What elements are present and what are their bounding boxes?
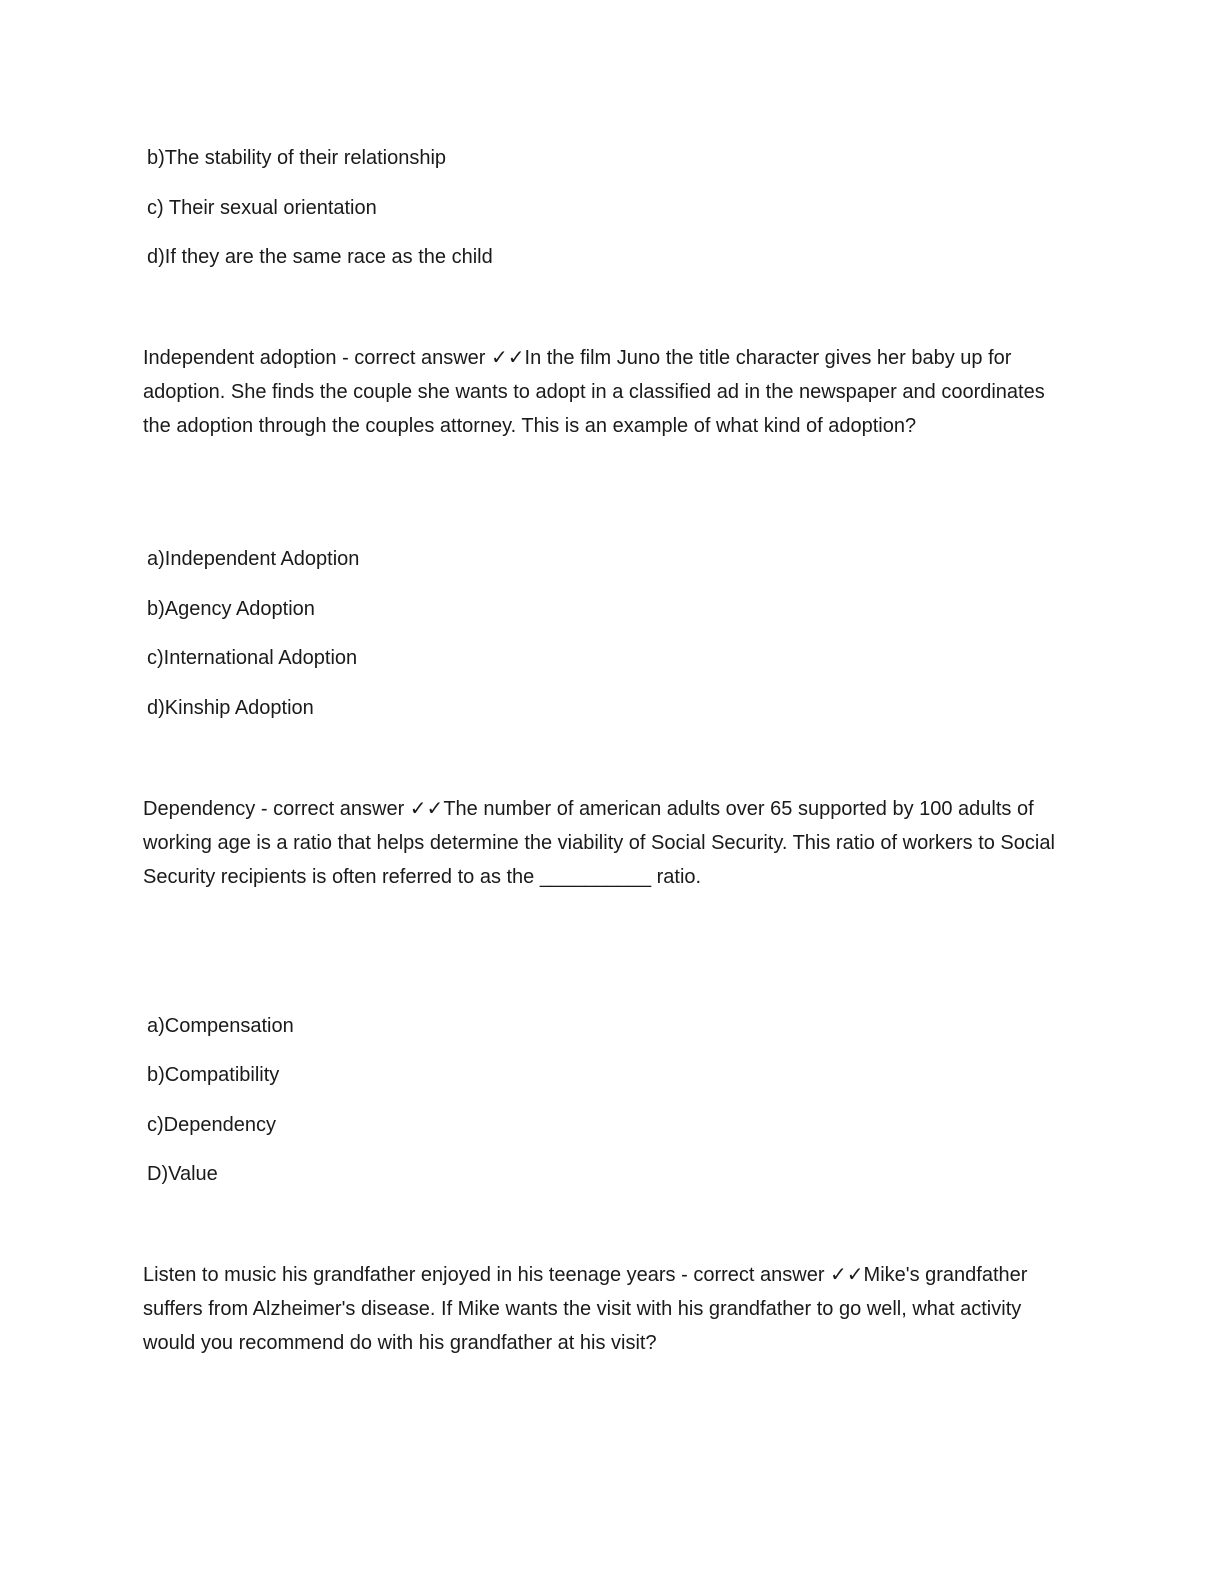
- option-b-compatibility: b)Compatibility: [147, 1064, 280, 1086]
- answer-text: Independent adoption: [143, 347, 337, 369]
- option-d-value: D)Value: [147, 1163, 218, 1185]
- answer-separator: - correct answer: [675, 1264, 831, 1286]
- qa-alzheimers-music: [143, 1259, 1078, 1360]
- check-icon: ✓✓: [830, 1264, 864, 1286]
- option-c-orientation: c) Their sexual orientation: [147, 197, 377, 219]
- check-icon: ✓✓: [491, 347, 525, 369]
- question-text: The number of american adults over 65 supported by 100 adults of working age is a ratio that helps determine the viability of Social Security. This ratio of workers to Social Security recipients is often referred to as the __________ ratio.: [143, 798, 1055, 888]
- option-c-dependency: c)Dependency: [147, 1114, 276, 1136]
- question-text: In the film Juno the title character gives her baby up for adoption. She finds the couple she wants to adopt in a classified ad in the newspaper and coordinates the adoption through the couples attorney. This is an example of what kind of adoption?: [143, 347, 1045, 437]
- answer-separator: - correct answer: [255, 798, 410, 820]
- check-icon: ✓✓: [409, 798, 444, 820]
- answer-text: Dependency: [143, 798, 256, 820]
- option-d-race: d)If they are the same race as the child: [147, 246, 493, 268]
- option-b-agency: b)Agency Adoption: [147, 598, 315, 620]
- option-c-international: c)International Adoption: [147, 647, 358, 669]
- question-text: Mike's grandfather suffers from Alzheimer's disease. If Mike wants the visit with his grandfather to go well, what activity would you recommend do with his grandfather at his visit?: [143, 1264, 1028, 1354]
- qa-dependency: [143, 793, 1078, 894]
- option-d-kinship: d)Kinship Adoption: [147, 697, 314, 719]
- option-b-stability: b)The stability of their relationship: [147, 147, 447, 169]
- option-a-compensation: a)Compensation: [147, 1015, 294, 1037]
- answer-separator: - correct answer: [336, 347, 491, 369]
- option-a-independent: a)Independent Adoption: [147, 548, 360, 570]
- answer-text: Listen to music his grandfather enjoyed in his teenage years: [143, 1264, 676, 1286]
- qa-independent-adoption: [143, 342, 1078, 443]
